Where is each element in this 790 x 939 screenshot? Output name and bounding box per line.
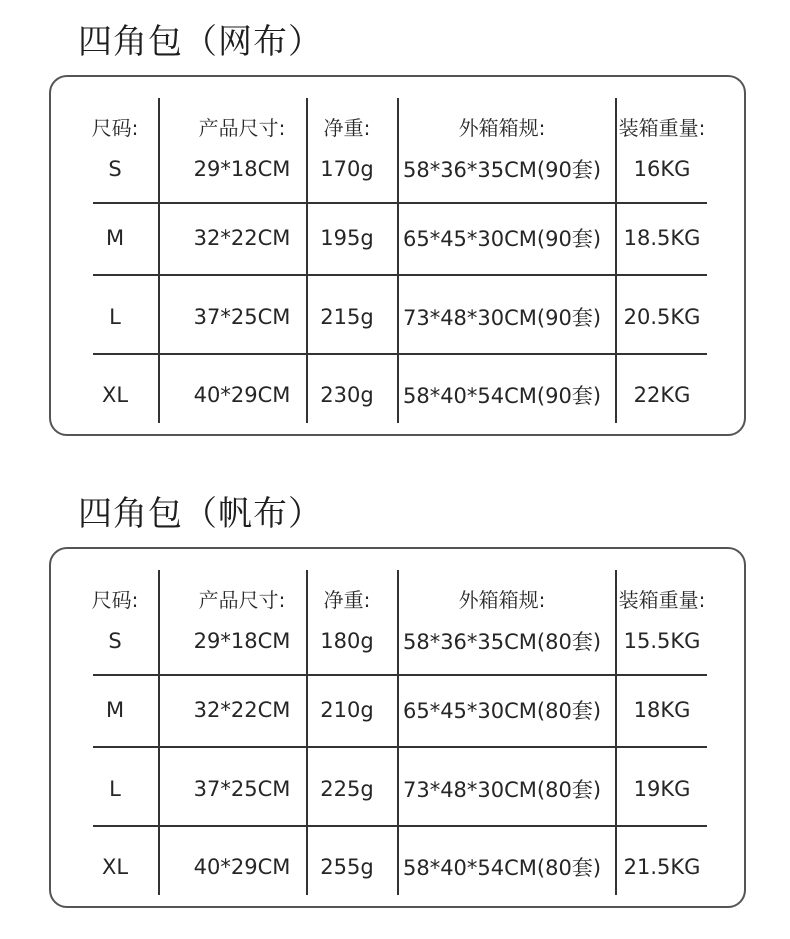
cell-dimension: 37*25CM: [193, 305, 291, 329]
cell-net-weight: 180g: [320, 629, 374, 653]
column-header-packing-weight: 装箱重量:: [618, 587, 706, 612]
table-title: 四角包（帆布）: [78, 494, 323, 534]
column-divider: [158, 570, 160, 895]
cell-net-weight: 230g: [320, 383, 374, 407]
cell-size: M: [105, 698, 125, 722]
column-divider: [615, 98, 617, 423]
row-divider: [93, 274, 707, 276]
cell-net-weight: 225g: [320, 777, 374, 801]
row-divider: [93, 353, 707, 355]
cell-packing-weight: 21.5KG: [623, 855, 701, 879]
column-divider: [615, 570, 617, 895]
cell-packing-weight: 19KG: [633, 777, 691, 801]
cell-packing-weight: 22KG: [633, 383, 691, 407]
cell-net-weight: 210g: [320, 698, 374, 722]
cell-size: S: [108, 629, 122, 653]
column-header-carton-spec: 外箱箱规:: [458, 587, 546, 612]
cell-carton-spec: 58*36*35CM(90套): [402, 158, 602, 182]
cell-packing-weight: 18KG: [633, 698, 691, 722]
column-header-size: 尺码:: [91, 587, 139, 612]
cell-size: M: [105, 226, 125, 250]
row-divider: [93, 674, 707, 676]
cell-carton-spec: 58*36*35CM(80套): [402, 630, 602, 654]
cell-size: XL: [101, 383, 129, 407]
column-header-dimension: 产品尺寸:: [198, 115, 286, 140]
cell-size: XL: [101, 855, 129, 879]
column-header-net-weight: 净重:: [323, 587, 371, 612]
cell-carton-spec: 65*45*30CM(80套): [402, 699, 602, 723]
column-divider: [158, 98, 160, 423]
cell-net-weight: 195g: [320, 226, 374, 250]
cell-dimension: 40*29CM: [193, 383, 291, 407]
spec-table-canvas: [49, 547, 746, 908]
cell-packing-weight: 18.5KG: [623, 226, 701, 250]
column-header-carton-spec: 外箱箱规:: [458, 115, 546, 140]
cell-packing-weight: 16KG: [633, 157, 691, 181]
table-title: 四角包（网布）: [78, 22, 323, 62]
column-divider: [306, 98, 308, 423]
cell-carton-spec: 58*40*54CM(80套): [402, 856, 602, 880]
cell-net-weight: 255g: [320, 855, 374, 879]
cell-dimension: 37*25CM: [193, 777, 291, 801]
column-header-dimension: 产品尺寸:: [198, 587, 286, 612]
cell-net-weight: 170g: [320, 157, 374, 181]
cell-dimension: 32*22CM: [193, 698, 291, 722]
column-header-size: 尺码:: [91, 115, 139, 140]
cell-size: S: [108, 157, 122, 181]
cell-dimension: 29*18CM: [193, 629, 291, 653]
column-divider: [397, 98, 399, 423]
cell-carton-spec: 58*40*54CM(90套): [402, 384, 602, 408]
column-divider: [397, 570, 399, 895]
cell-size: L: [109, 305, 121, 329]
column-divider: [306, 570, 308, 895]
cell-packing-weight: 20.5KG: [623, 305, 701, 329]
cell-size: L: [109, 777, 121, 801]
cell-carton-spec: 73*48*30CM(80套): [402, 778, 602, 802]
spec-table-mesh: [49, 75, 746, 436]
row-divider: [93, 825, 707, 827]
column-header-net-weight: 净重:: [323, 115, 371, 140]
cell-carton-spec: 73*48*30CM(90套): [402, 306, 602, 330]
cell-net-weight: 215g: [320, 305, 374, 329]
cell-dimension: 40*29CM: [193, 855, 291, 879]
row-divider: [93, 202, 707, 204]
cell-dimension: 32*22CM: [193, 226, 291, 250]
column-header-packing-weight: 装箱重量:: [618, 115, 706, 140]
cell-carton-spec: 65*45*30CM(90套): [402, 227, 602, 251]
row-divider: [93, 746, 707, 748]
cell-packing-weight: 15.5KG: [623, 629, 701, 653]
cell-dimension: 29*18CM: [193, 157, 291, 181]
